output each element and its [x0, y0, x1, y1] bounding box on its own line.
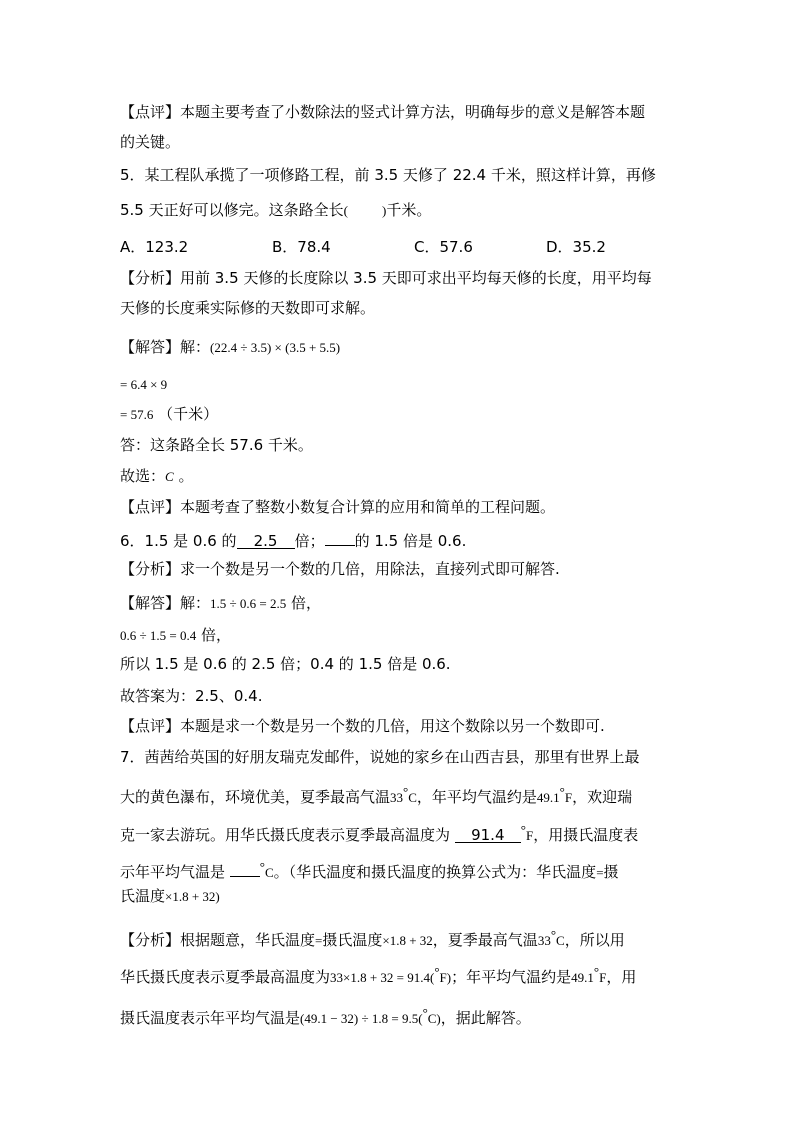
option-d: D．35.2	[546, 238, 606, 256]
option-c: C．57.6	[414, 238, 473, 256]
comment-q6: 【点评】本题是求一个数是另一个数的几倍，用这个数除以另一个数即可.	[120, 717, 605, 735]
analysis-q6: 【分析】求一个数是另一个数的几倍，用除法，直接列式即可解答.	[120, 560, 560, 578]
solution-q6-line2: 0.6 ÷ 1.5 = 0.4 倍，	[120, 626, 232, 644]
answer-q6: 故答案为：2.5、0.4.	[120, 687, 263, 705]
analysis-q5-line1: 【分析】用前 3.5 天修的长度除以 3.5 天即可求出平均每天修的长度，用平均每	[120, 269, 652, 287]
question-7-line4: 示年平均气温是 °C。（华氏温度和摄氏温度的换算公式为：华氏温度=摄	[120, 859, 619, 881]
option-a: A．123.2	[120, 238, 189, 256]
question-7-line1: 7．茜茜给英国的好朋友瑞克发邮件，说她的家乡在山西吉县，那里有世界上最	[120, 748, 640, 766]
question-7-line2: 大的黄色瀑布，环境优美，夏季最高气温33°C，年平均气温约是49.1°F，欢迎瑞	[120, 784, 633, 806]
question-5-line1: 5．某工程队承揽了一项修路工程，前 3.5 天修了 22.4 千米，照这样计算，再修	[120, 166, 656, 184]
answer-blank-2	[230, 859, 260, 877]
question-7-line3: 克一家去游玩。用华氏摄氏度表示夏季最高温度为 91.4 °F，用摄氏温度表	[120, 822, 639, 844]
conclusion-q6: 所以 1.5 是 0.6 的 2.5 倍；0.4 的 1.5 倍是 0.6.	[120, 655, 451, 673]
answer-blank-1: 91.4	[455, 825, 521, 843]
question-5-line2: 5.5 天正好可以修完。这条路全长( )千米。	[120, 201, 432, 219]
question-5-options	[120, 237, 606, 257]
solution-q6: 【解答】解：1.5 ÷ 0.6 = 2.5 倍，	[120, 594, 322, 612]
answer-blank-2	[325, 528, 355, 546]
analysis-q7-line3: 摄氏温度表示年平均气温是(49.1 − 32) ÷ 1.8 = 9.5(°C)，据此解答。	[120, 1005, 531, 1027]
analysis-q7-line2: 华氏摄氏度表示夏季最高温度为33×1.8 + 32 = 91.4(°F)；年平均气温约是49.1°F，用	[120, 964, 637, 986]
analysis-q7-line1: 【分析】根据题意，华氏温度=摄氏温度×1.8 + 32，夏季最高气温33°C，所以用	[120, 927, 625, 949]
answer-q5: 答：这条路全长 57.6 千米。	[120, 436, 313, 454]
question-7-line5: 氏温度×1.8 + 32)	[120, 887, 220, 905]
solution-q5-step1: = 6.4 × 9	[120, 377, 168, 392]
question-6: 6．1.5 是 0.6 的 2.5 倍； 的 1.5 倍是 0.6.	[120, 528, 466, 551]
analysis-q5-line2: 天修的长度乘实际修的天数即可求解。	[120, 299, 376, 317]
comment-q4-cont: 的关键。	[120, 133, 181, 151]
comment-q5: 【点评】本题考查了整数小数复合计算的应用和简单的工程问题。	[120, 498, 556, 516]
choice-q5: 故选：C 。	[120, 467, 194, 485]
option-b: B．78.4	[272, 238, 331, 256]
comment-q4: 【点评】本题主要考查了小数除法的竖式计算方法，明确每步的意义是解答本题	[120, 103, 646, 121]
solution-q5-step2: = 57.6 （千米）	[120, 405, 219, 423]
answer-blank-1: 2.5	[237, 531, 295, 549]
solution-q5: 【解答】解：(22.4 ÷ 3.5) × (3.5 + 5.5)	[120, 338, 341, 356]
